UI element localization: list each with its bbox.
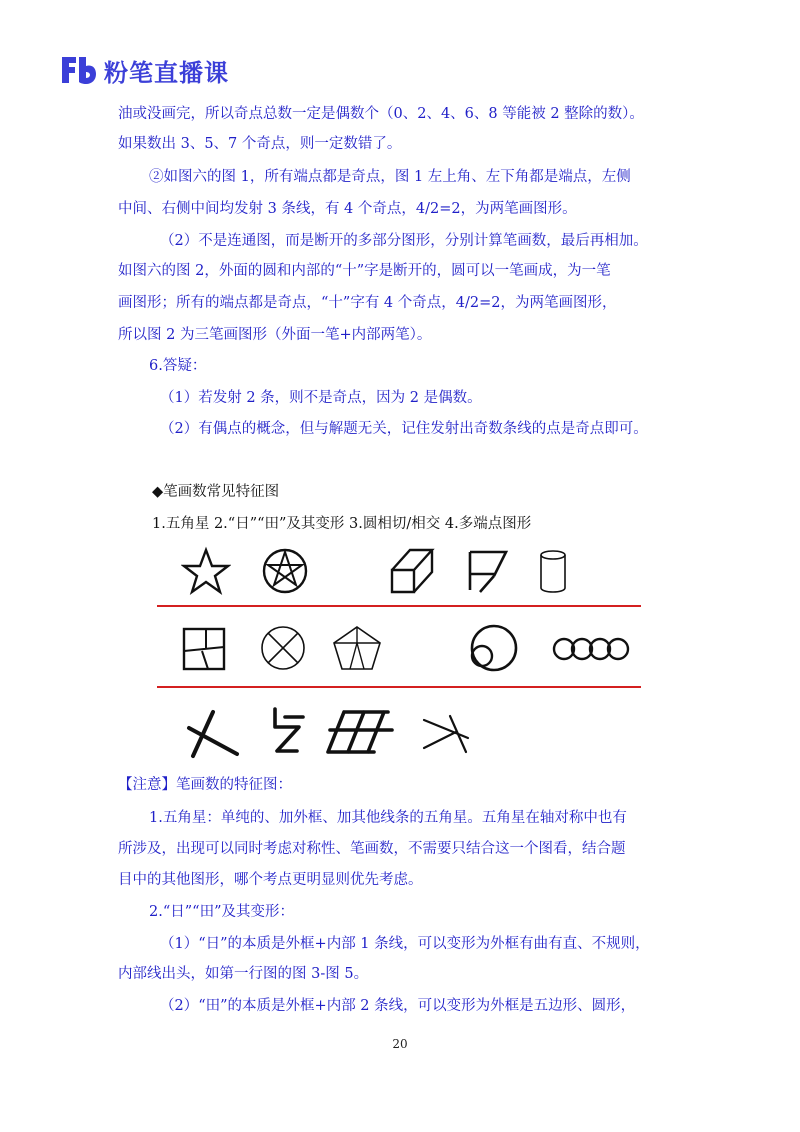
overlapping-circles-figure [551,634,631,664]
paragraph-line: 画图形；所有的端点都是奇点，“十”字有 4 个奇点，4/2=2，为两笔画图形， [118,295,617,311]
paragraph-line: 所以图 2 为三笔画图形（外面一笔+内部两笔）。 [118,327,432,343]
paragraph-line: （2）“田”的本质是外框+内部 2 条线，可以变形为外框是五边形、圆形， [160,998,636,1014]
star-in-circle-figure [260,546,310,596]
tangent-circles-figure [464,622,520,674]
star-figure [181,546,231,596]
fb-logo-icon [58,53,98,87]
paragraph-line: 如图六的图 2，外面的圆和内部的“十”字是断开的，圆可以一笔画成，为一笔 [118,263,611,279]
paragraph-line: 油或没画完，所以奇点总数一定是偶数个（0、2、4、6、8 等能被 2 整除的数）。 [118,106,644,122]
paragraph-line: 内部线出头，如第一行图的图 3-图 5。 [118,966,369,982]
note-title: 笔画数的特征图： [176,777,292,793]
section-heading: ◆笔画数常见特征图 [152,484,280,500]
paragraph-line: 6.答疑： [149,358,207,374]
angle-strokes-figure [420,712,472,756]
note-heading [118,775,292,795]
brand-logo [58,50,229,90]
zigzag-figure [263,705,311,761]
brand-text: 粉笔直播课 [104,58,229,87]
square-lines-figure [180,625,228,673]
paragraph-line: 2.“日”“田”及其变形： [149,904,294,920]
note-label: 【注意】 [118,777,176,793]
paragraph-line: （2）有偶点的概念，但与解题无关，记住发射出奇数条线的点是奇点即可。 [160,421,648,437]
pentagon-figure [330,623,384,673]
cross-strokes-figure [185,706,241,760]
box-figure [388,546,438,596]
paragraph-line: 目中的其他图形，哪个考点更明显则优先考虑。 [118,872,423,888]
paragraph-line: 所涉及，出现可以同时考虑对称性、笔画数，不需要只结合这一个图看，结合题 [118,841,626,857]
divider-line [157,686,641,688]
divider-line [157,605,641,607]
parallelogram-figure [464,546,514,596]
paragraph-line: ②如图六的图 1，所有端点都是奇点，图 1 左上角、左下角都是端点，左侧 [149,169,631,185]
grid-strokes-figure [326,708,396,756]
paragraph-line: （2）不是连通图，而是断开的多部分图形，分别计算笔画数，最后再相加。 [160,233,648,249]
paragraph-line: （1）“日”的本质是外框+内部 1 条线，可以变形为外框有曲有直、不规则， [160,936,650,952]
figure-categories: 1.五角星 2.“日”“田”及其变形 3.圆相切/相交 4.多端点图形 [152,516,532,532]
circle-cross-figure [258,623,308,673]
paragraph-line: 如果数出 3、5、7 个奇点，则一定数错了。 [118,136,402,152]
page-number: 20 [392,1037,408,1051]
paragraph-line: 中间、右侧中间均发射 3 条线，有 4 个奇点，4/2=2，为两笔画图形。 [118,201,577,217]
paragraph-line: 1.五角星：单纯的、加外框、加其他线条的五角星。五角星在轴对称中也有 [149,810,627,826]
paragraph-line: （1）若发射 2 条，则不是奇点，因为 2 是偶数。 [160,390,482,406]
cylinder-figure [535,546,571,596]
